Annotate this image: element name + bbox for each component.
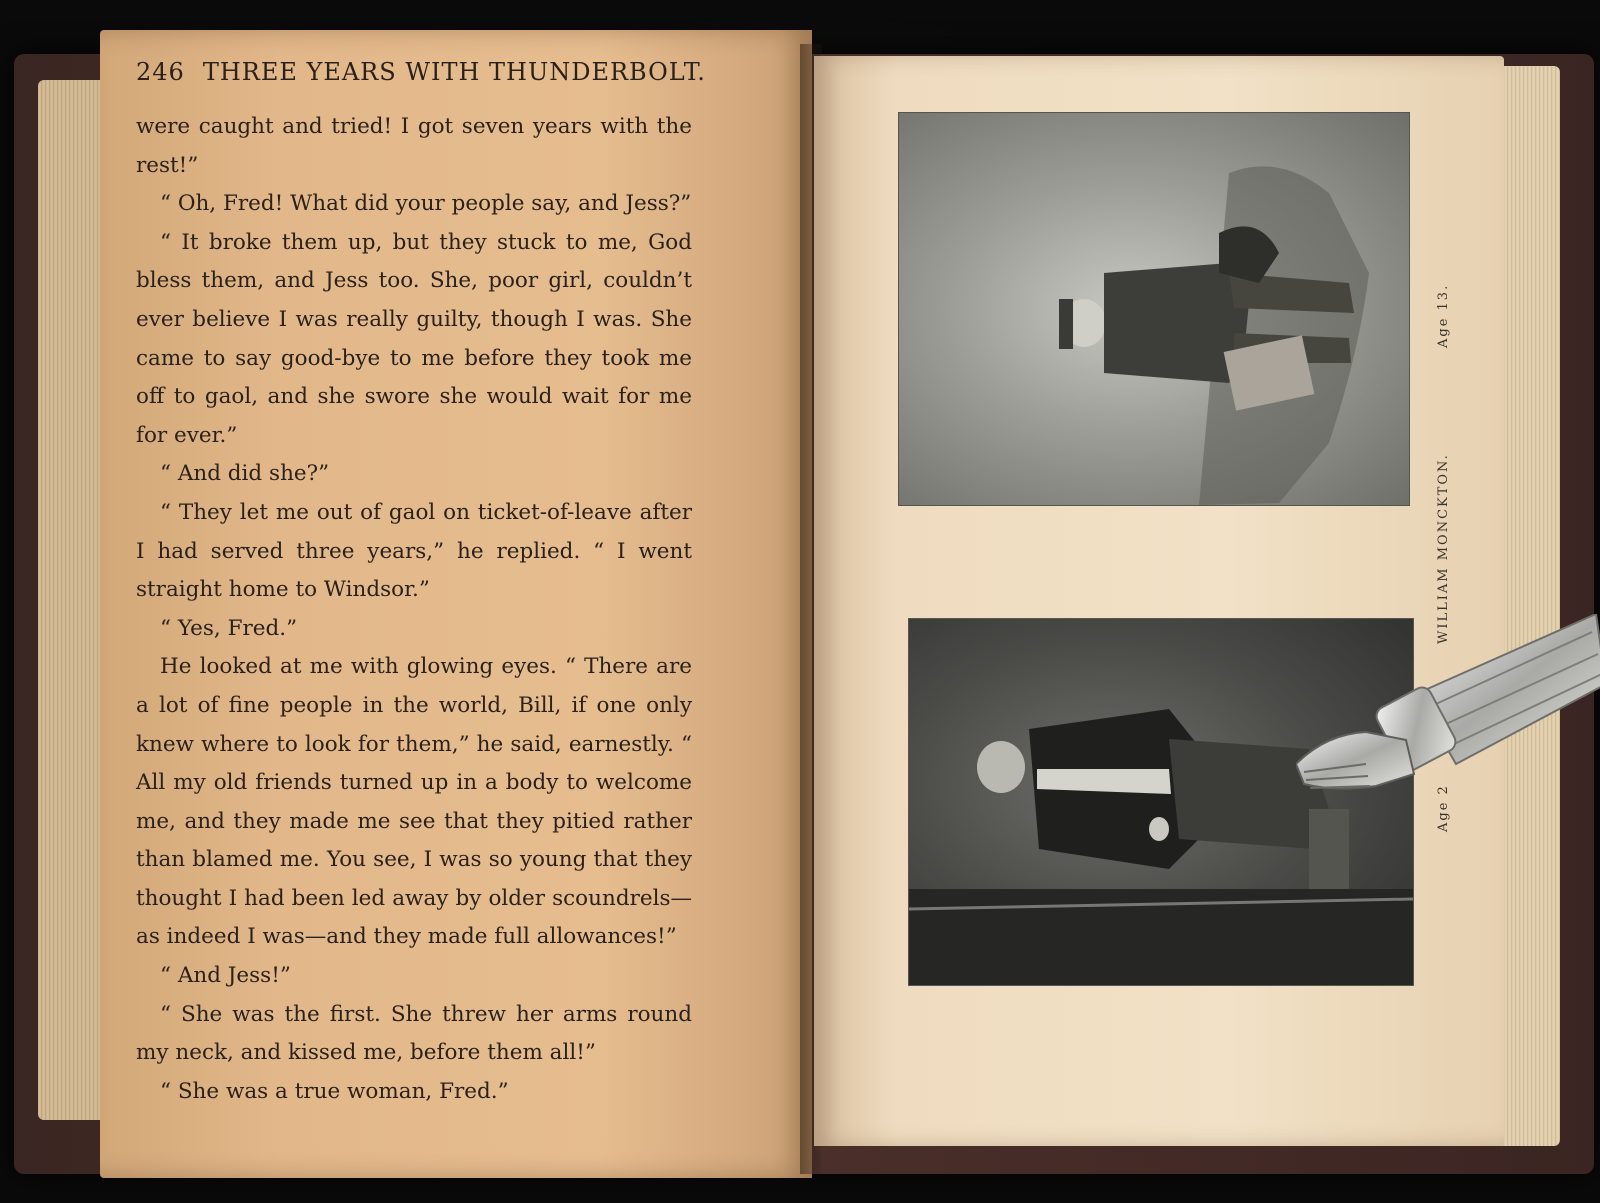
silver-hand-bookmark-icon: [1296, 614, 1600, 804]
paragraph: were caught and tried! I got seven years with the rest!”: [136, 114, 692, 178]
paragraph: “ Yes, Fred.”: [160, 615, 298, 641]
page-text: [136, 108, 692, 1111]
running-head-title: THREE YEARS WITH THUNDERBOLT.: [202, 58, 706, 86]
paragraph: “ She was the first. She threw her arms round my neck, and kissed me, before them all!”: [136, 1001, 692, 1066]
running-head: [136, 58, 706, 86]
left-page-edges: [38, 80, 108, 1120]
right-page: [814, 56, 1504, 1146]
caption-age-13: Age 13.: [1436, 283, 1451, 348]
paragraph: “ And did she?”: [160, 461, 330, 487]
paragraph: “ Oh, Fred! What did your people say, and Jess?”: [160, 191, 692, 217]
paragraph: “ It broke them up, but they stuck to me, God bless them, and Jess too. She, poor girl, couldn’t ever believe I was really guilty, though I was. She came to say good-bye to me before they took me off to gaol, and she swore she would wait for me for ever.”: [136, 229, 692, 448]
paragraph: “ They let me out of gaol on ticket-of-leave after I had served three years,” he replied. “ I went straight home to Windsor.”: [136, 499, 692, 603]
caption-age-2: Age 2: [1436, 784, 1451, 832]
paragraph: “ And Jess!”: [160, 963, 291, 989]
paragraph: “ She was a true woman, Fred.”: [160, 1078, 509, 1104]
caption-name: WILLIAM MONCKTON.: [1436, 453, 1451, 644]
photo-age-13: [898, 112, 1410, 506]
boy-figure-illustration: [899, 113, 1409, 505]
paragraph: He looked at me with glowing eyes. “ There are a lot of fine people in the world, Bill, if one only knew where to look for them,” he said, earnestly. “ All my old friends turned up in a body to welcome me, and they made me see that they pitied rather than blamed me. You see, I was so young that they thought I had been led away by older scoundrels—as indeed I was—and they made full allowances!”: [136, 654, 692, 950]
page-number: 246: [136, 58, 185, 86]
left-page: [100, 30, 812, 1178]
